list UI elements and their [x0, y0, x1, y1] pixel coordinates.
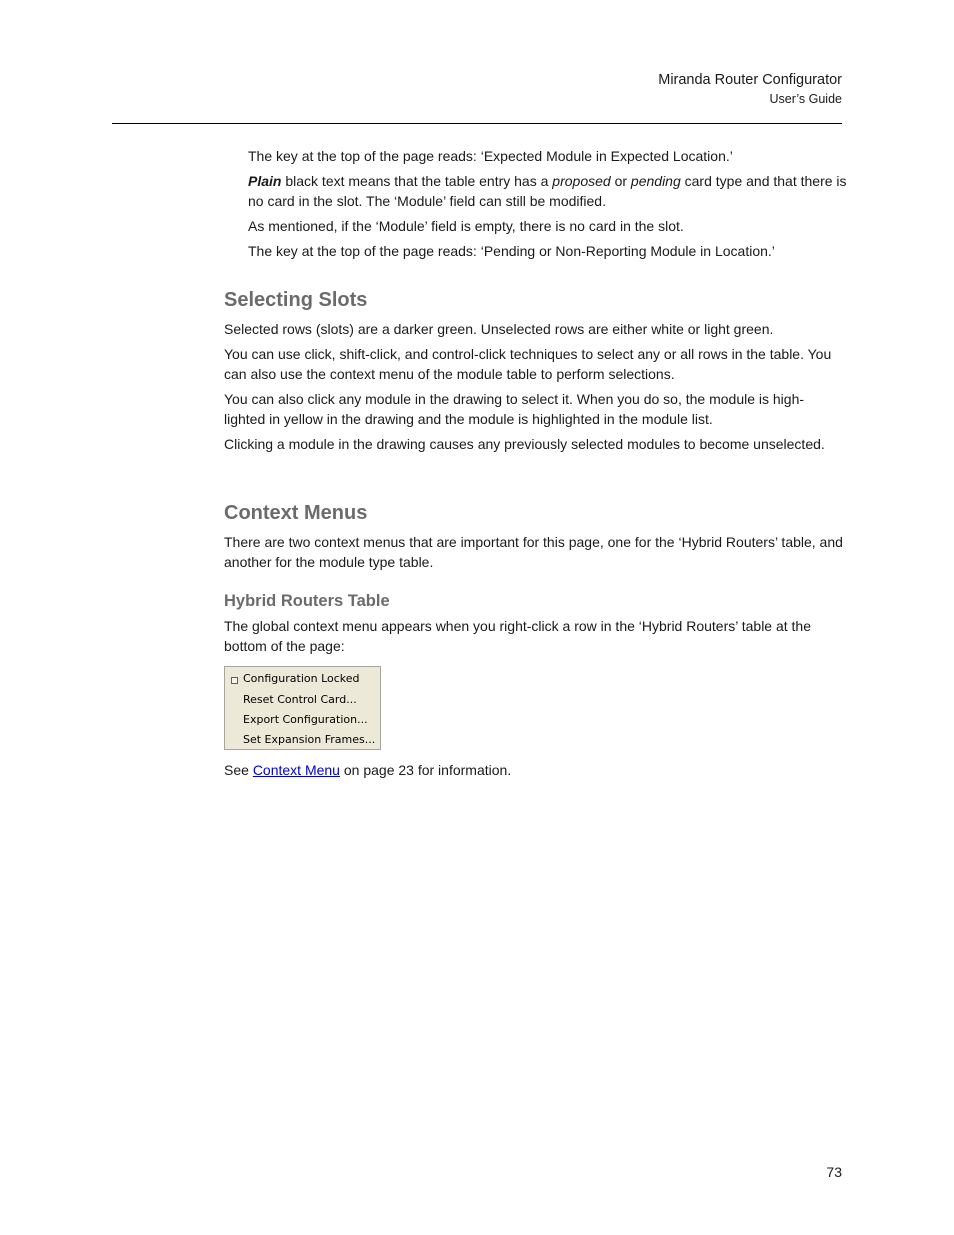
- header-rule: [112, 123, 842, 124]
- menu-item-label: Configuration Locked: [243, 672, 360, 685]
- context-menu-screenshot: [224, 666, 381, 750]
- context-menus-heading: Context Menus: [224, 502, 368, 524]
- menu-item-configuration-locked[interactable]: [225, 669, 380, 689]
- intro-p2-text-a: black text means that the table entry has a: [281, 173, 553, 189]
- selecting-slots-paragraph-4: Clicking a module in the drawing causes any previously selected modules to become unselected.: [224, 436, 825, 452]
- intro-paragraph-1: The key at the top of the page reads: ‘Expected Module in Expected Location.’: [248, 148, 733, 164]
- selecting-slots-paragraph-3: You can also click any module in the drawing to select it. When you do so, the module is high-lighted in yellow in the drawing and the module is highlighted in the module list.: [224, 391, 805, 427]
- hybrid-routers-heading: Hybrid Routers Table: [224, 592, 390, 610]
- selecting-slots-paragraph-1: Selected rows (slots) are a darker green. Unselected rows are either white or light green.: [224, 321, 774, 337]
- plain-term: Plain: [248, 173, 282, 189]
- context-menus-paragraph-1: There are two context menus that are important for this page, one for the ‘Hybrid Routers’ table, and another for the module type table.: [224, 534, 843, 570]
- see-prefix: See: [224, 762, 253, 778]
- header-title: Miranda Router Configurator: [658, 72, 842, 88]
- intro-p2-text-b: or: [610, 173, 631, 189]
- menu-item-label: Reset Control Card...: [243, 693, 357, 706]
- see-suffix: on page 23 for information.: [339, 762, 512, 778]
- see-reference: [224, 760, 844, 780]
- intro-paragraph-2: [248, 171, 848, 211]
- hybrid-routers-paragraph-1: The global context menu appears when you right-click a row in the ‘Hybrid Routers’ table at the bottom of the page:: [224, 618, 812, 654]
- menu-item-export-configuration[interactable]: [225, 710, 380, 730]
- page-header: [658, 70, 842, 108]
- checkbox-icon[interactable]: [231, 677, 238, 684]
- menu-item-label: Export Configuration...: [243, 713, 368, 726]
- page-number: 73: [826, 1164, 842, 1180]
- intro-paragraph-3: As mentioned, if the ‘Module’ field is empty, there is no card in the slot.: [248, 218, 684, 234]
- header-subtitle: User’s Guide: [769, 92, 842, 106]
- menu-item-set-expansion-frames[interactable]: [225, 730, 380, 750]
- selecting-slots-heading: Selecting Slots: [224, 289, 368, 311]
- context-menu-link[interactable]: Context Menu: [252, 762, 340, 778]
- menu-item-reset-control-card[interactable]: [225, 690, 380, 710]
- intro-p2-text-c: card type and that there is no card in the slot. The ‘Module’ field can still be modified.: [248, 173, 847, 209]
- intro-paragraph-4: The key at the top of the page reads: ‘Pending or Non-Reporting Module in Location.’: [248, 243, 775, 259]
- menu-item-label: Set Expansion Frames...: [243, 733, 376, 746]
- proposed-term: proposed: [552, 173, 611, 189]
- pending-term: pending: [630, 173, 681, 189]
- selecting-slots-paragraph-2: You can use click, shift-click, and control-click techniques to select any or all rows in the table. You can also use the context menu of the module table to perform selections.: [224, 346, 832, 382]
